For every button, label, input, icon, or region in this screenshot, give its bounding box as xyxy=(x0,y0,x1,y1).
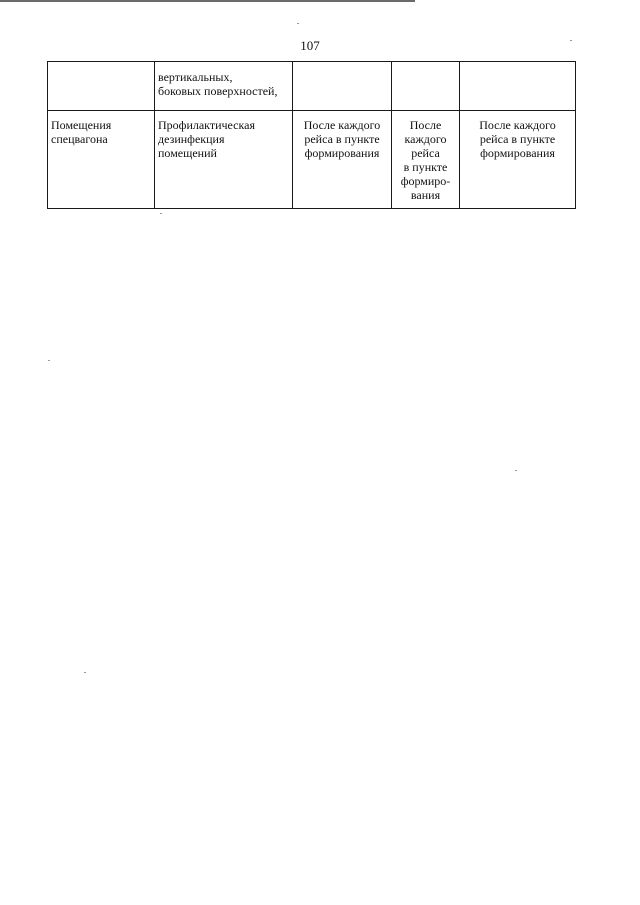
cell-text: вертикальных, боковых поверхностей, xyxy=(158,70,278,98)
cell-text: После каждого рейса в пункте формирования xyxy=(479,118,556,160)
table-cell-frequency-alt xyxy=(392,111,460,209)
scan-speck xyxy=(570,40,572,41)
scan-speck xyxy=(160,213,162,214)
scan-speck xyxy=(297,23,299,24)
table-cell-frequency-alt xyxy=(392,62,460,111)
page-number: 107 xyxy=(300,38,320,53)
table-row xyxy=(48,111,576,209)
table-cell-frequency-extra xyxy=(460,62,576,111)
cell-text: Помещения спецвагона xyxy=(51,118,112,146)
table-row xyxy=(48,62,576,111)
scan-speck xyxy=(515,470,517,471)
cell-text: После каждого рейса в пункте формиро- вания xyxy=(400,118,451,202)
scan-speck xyxy=(48,360,50,361)
table-cell-frequency xyxy=(293,62,392,111)
table-cell-measure xyxy=(155,62,293,111)
table-cell-object xyxy=(48,111,155,209)
sanitation-table xyxy=(47,61,576,209)
table-cell-frequency-extra xyxy=(460,111,576,209)
table-cell-object xyxy=(48,62,155,111)
scan-speck xyxy=(84,672,86,673)
cell-text: После каждого рейса в пункте формирования xyxy=(303,118,381,160)
table-cell-measure xyxy=(155,111,293,209)
table-cell-frequency xyxy=(293,111,392,209)
scan-top-edge xyxy=(0,0,415,2)
cell-text: Профилактическая дезинфекция помещений xyxy=(158,118,255,160)
